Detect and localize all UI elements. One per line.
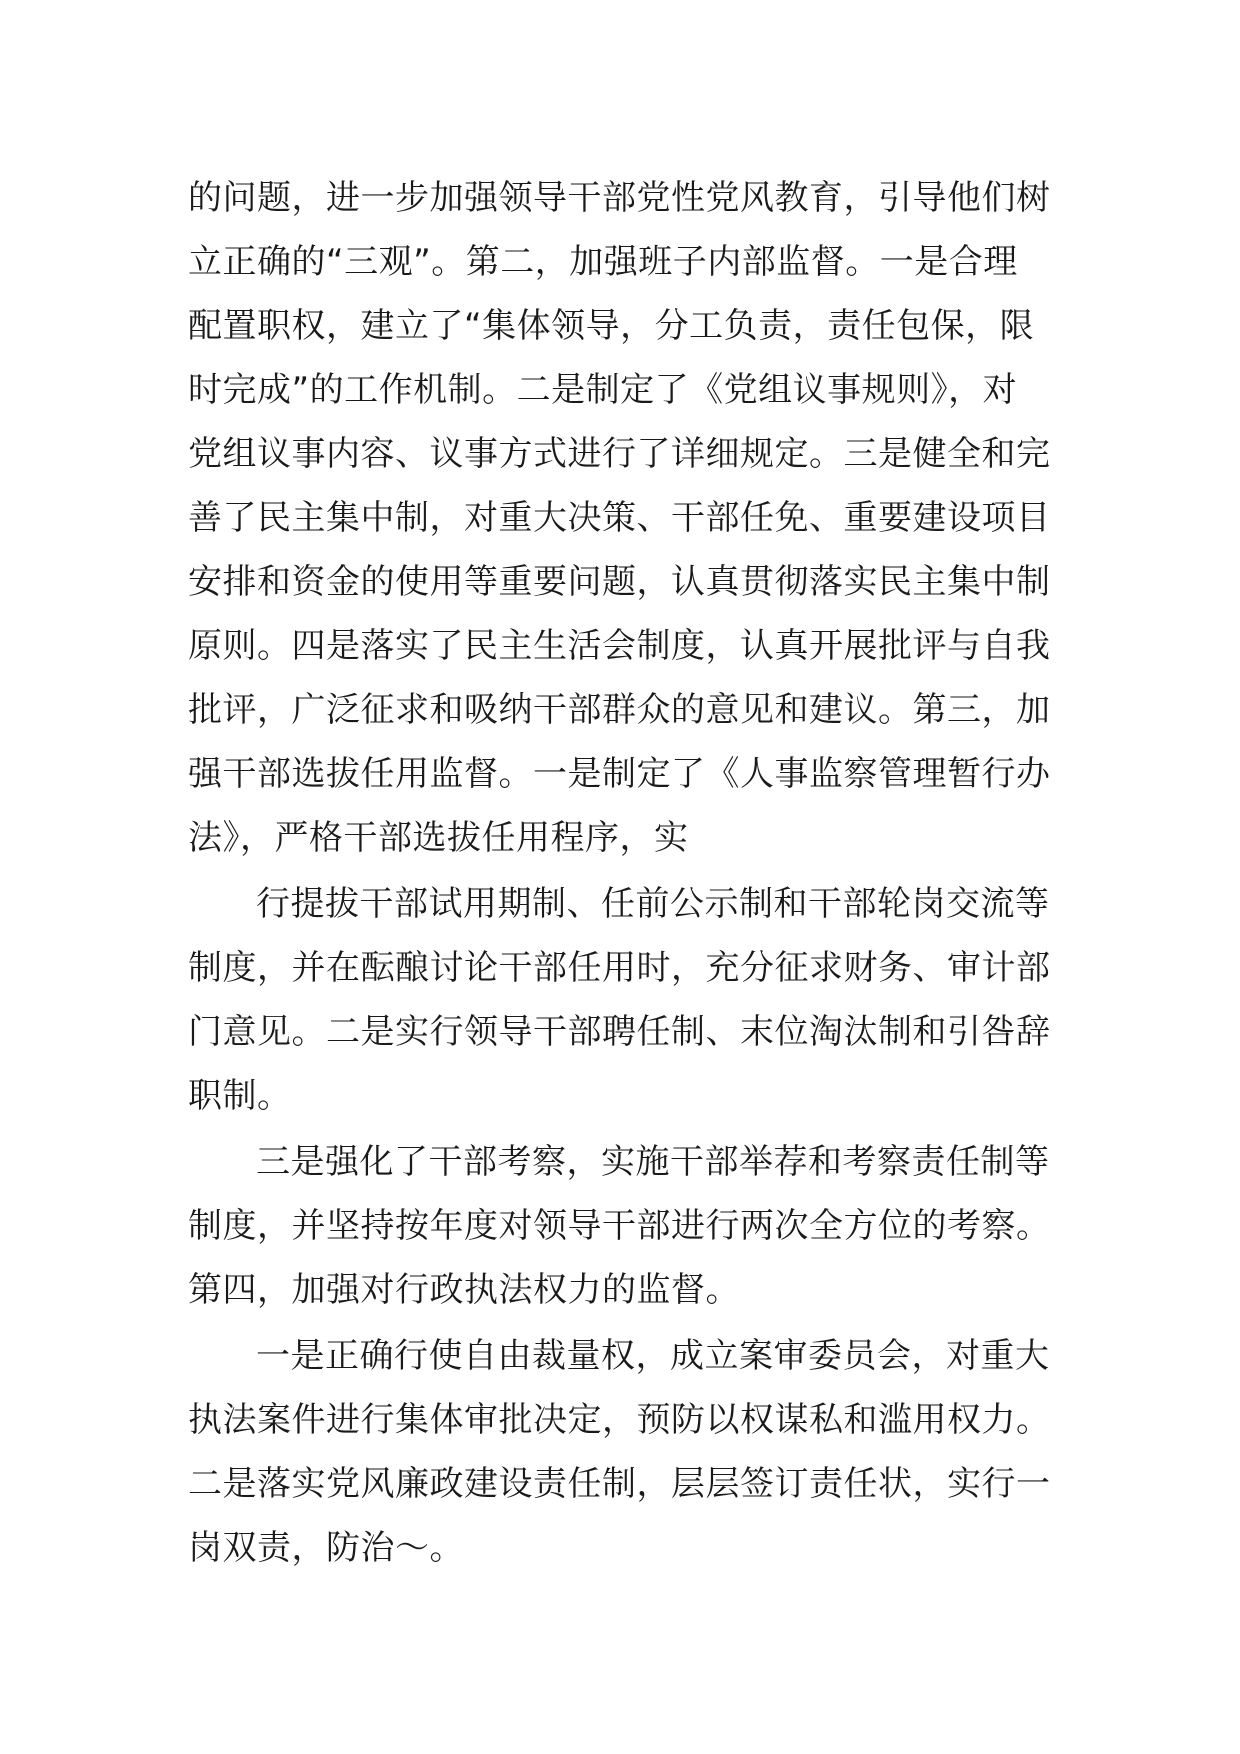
- text-line: 立正确的“三观”。第二，加强班子内部监督。一是合理: [188, 242, 1018, 282]
- paragraph-4: [188, 1324, 1058, 1580]
- text-line-indented: 行提拔干部试用期制、任前公示制和干部轮岗交流等: [256, 884, 1050, 924]
- text-line: 的问题，进一步加强领导干部党性党风教育，引导他们树: [188, 178, 1051, 218]
- text-line: 时完成”的工作机制。二是制定了《党组议事规则》，对: [188, 370, 1018, 410]
- text-line-indented: 三是强化了干部考察，实施干部举荐和考察责任制等: [256, 1142, 1050, 1182]
- text-line: 制度，并在酝酿讨论干部任用时，充分征求财务、审计部: [188, 948, 1051, 988]
- paragraph-2: [188, 872, 1058, 1128]
- text-line: 二是落实党风廉政建设责任制，层层签订责任状，实行一: [188, 1464, 1051, 1504]
- text-line: 批评，广泛征求和吸纳干部群众的意见和建议。第三，加: [188, 690, 1051, 730]
- paragraph-1: [188, 166, 1058, 870]
- text-line: 第四，加强对行政执法权力的监督。: [188, 1270, 740, 1310]
- document-body: [188, 166, 1058, 1580]
- text-line: 党组议事内容、议事方式进行了详细规定。三是健全和完: [188, 434, 1051, 474]
- text-line-indented: 一是正确行使自由裁量权，成立案审委员会，对重大: [256, 1336, 1050, 1376]
- text-line: 制度，并坚持按年度对领导干部进行两次全方位的考察。: [188, 1206, 1051, 1246]
- text-line: 配置职权，建立了“集体领导，分工负责，责任包保，限: [188, 306, 1035, 346]
- text-line: 安排和资金的使用等重要问题，认真贯彻落实民主集中制: [188, 562, 1051, 602]
- text-line: 职制。: [188, 1076, 292, 1116]
- paragraph-3: [188, 1130, 1058, 1322]
- text-line: 法》，严格干部选拔任用程序，实: [188, 818, 689, 858]
- text-line: 岗双责，防治～。: [188, 1528, 464, 1568]
- text-line: 原则。四是落实了民主生活会制度，认真开展批评与自我: [188, 626, 1051, 666]
- text-line: 强干部选拔任用监督。一是制定了《人事监察管理暂行办: [188, 754, 1051, 794]
- text-line: 门意见。二是实行领导干部聘任制、末位淘汰制和引咎辞: [188, 1012, 1051, 1052]
- text-line: 善了民主集中制，对重大决策、干部任免、重要建设项目: [188, 498, 1051, 538]
- text-line: 执法案件进行集体审批决定，预防以权谋私和滥用权力。: [188, 1400, 1051, 1440]
